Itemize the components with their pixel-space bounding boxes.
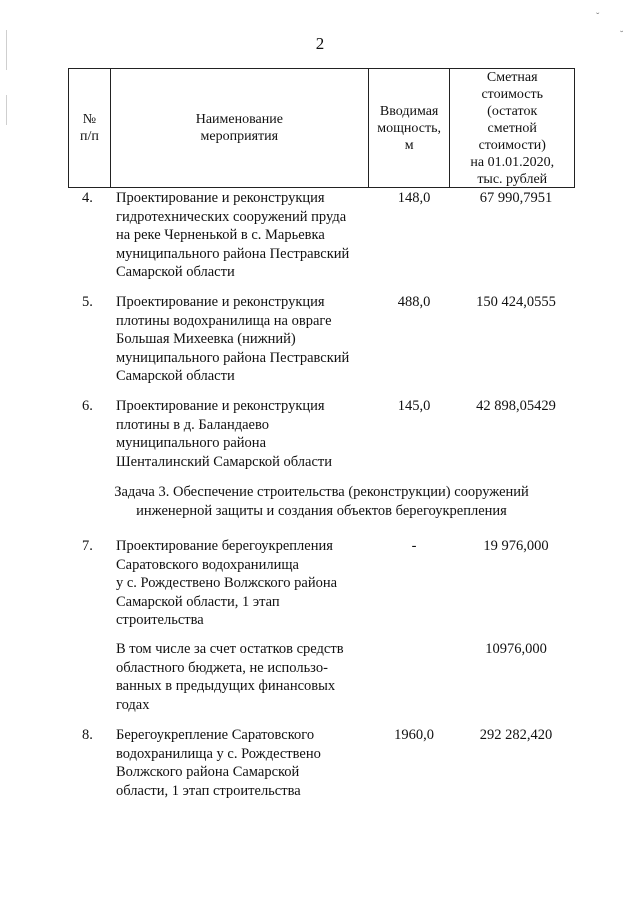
row-capacity: - (411, 538, 417, 554)
row-cost: 10976,000 (485, 641, 547, 657)
row-cost: 67 990,7951 (479, 190, 553, 206)
row-capacity: 1960,0 (394, 727, 434, 743)
row-number: 4. (82, 190, 93, 206)
row-cost: 150 424,0555 (476, 294, 556, 310)
header-capacity-text: Вводимая мощность, м (377, 103, 441, 153)
row-capacity: 145,0 (397, 398, 431, 414)
row-name: Берегоукрепление Саратовского водохранилища у с. Рождествено Волжского района Самарской области, 1 этап строительства (116, 727, 321, 799)
row-cost: 19 976,000 (483, 538, 549, 554)
row-number: 5. (82, 294, 93, 310)
scan-speck: ˇ (596, 12, 600, 23)
row-cost: 42 898,05429 (476, 398, 556, 414)
header-cost (450, 69, 574, 187)
row-cost: 292 282,420 (479, 727, 553, 743)
section-title-task-3: Задача 3. Обеспечение строительства (реконструкции) сооружений инженерной защиты и создания объектов берегоукрепления (114, 484, 529, 519)
header-capacity (369, 69, 451, 187)
row-capacity: 148,0 (397, 190, 431, 206)
row-number: 8. (82, 727, 93, 743)
row-name: Проектирование берегоукрепления Саратовского водохранилища у с. Рождествено Волжского района Самарской области, 1 этап строительства (116, 538, 338, 628)
header-cost-text: Сметная стоимость (остаток сметной стоимости) на 01.01.2020, тыс. рублей (470, 69, 555, 187)
header-number (69, 69, 111, 187)
row-name: Проектирование и реконструкция гидротехнических сооружений пруда на реке Черненькой в с. Марьевка муниципального района Пестравский Самарской области (116, 190, 350, 280)
row-name: Проектирование и реконструкция плотины в д. Баландаево муниципального района Шенталинский Самарской области (116, 398, 332, 470)
header-number-text: № п/п (79, 112, 99, 144)
row-number: 7. (82, 538, 93, 554)
scan-speck: ˘ (620, 30, 624, 41)
page-number: 2 (315, 34, 325, 53)
row-number: 6. (82, 398, 93, 414)
scan-margin-line (6, 95, 7, 125)
table-header (68, 68, 575, 188)
row-capacity: 488,0 (397, 294, 431, 310)
header-name-text: Наименование мероприятия (195, 112, 283, 144)
row-name: В том числе за счет остатков средств областного бюджета, не использо- ванных в предыдущих финансовых годах (116, 641, 344, 713)
header-name (111, 69, 369, 187)
row-name: Проектирование и реконструкция плотины водохранилища на овраге Большая Михеевка (нижний) муниципального района Пестравский Самарской области (116, 294, 350, 384)
